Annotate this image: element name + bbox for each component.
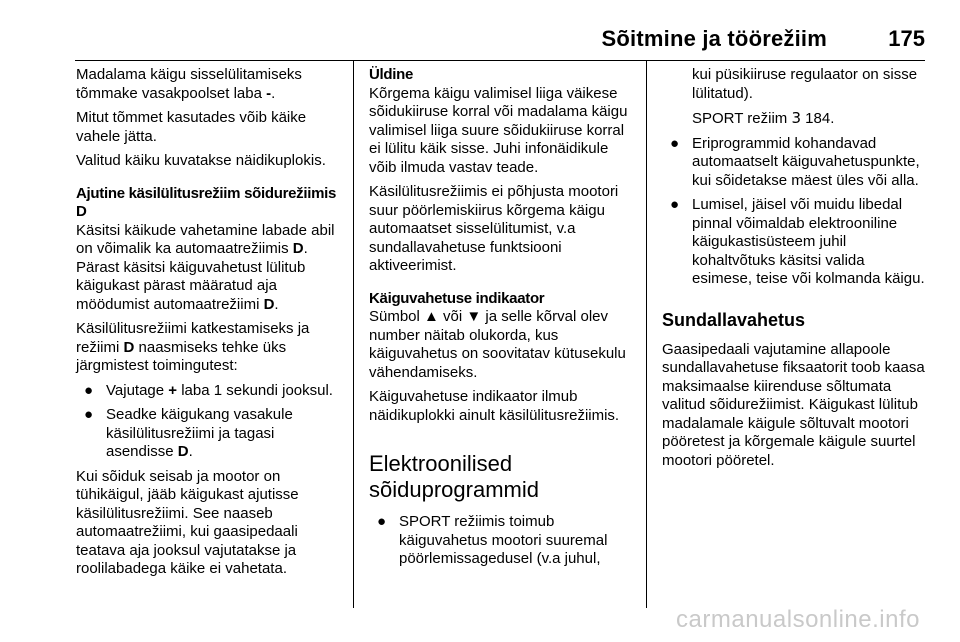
paragraph-shift-symbols: Sümbol ▲ või ▼ ja selle kõrval olev number näitab olukorda, kus käiguvahetus on soovitatav kütusekulu vähendamiseks. xyxy=(369,308,626,381)
minus-symbol: - xyxy=(266,84,272,102)
bullet-icon: ● xyxy=(377,513,387,530)
page-header xyxy=(75,10,925,61)
heading-general: Üldine xyxy=(369,66,414,83)
list-item: ● SPORT režiimis toimub käiguvahetus mootori suuremal pöörlemissagedusel (v.a juhul, xyxy=(377,513,608,567)
list-item: ● Lumisel, jäisel või muidu libedal pinnal võimaldab elektrooniline käigukastisüsteem juhil kohaltvõtuks käsitsi valida esimese, teise või kolmanda käigu. xyxy=(670,196,925,287)
column-divider-2 xyxy=(646,60,647,608)
list-item-reference: SPORT režiim 3 184. xyxy=(692,109,835,127)
bullet-icon: ● xyxy=(84,406,94,423)
paragraph-manual-in-d: Käsitsi käikude vahetamine labade abil on võimalik ka automaatrežiimis D. Pärast käsitsi käiguvahetust lülitub käigukast pärast määratud aja möödumist automaatrežiimi D. xyxy=(76,221,335,313)
column-divider-1 xyxy=(353,60,354,608)
paragraph-no-auto-upshift: Käsilülitusrežiimis ei põhjusta mootori suur pöörlemiskiirus kõrgema käigu automaatset sisselülitumist, v.a sundallavahetuse funktsiooni aktiveerimist. xyxy=(369,183,619,274)
section-title-electronic-programs: Elektroonilised sõiduprogrammid xyxy=(369,451,539,502)
paragraph-indicator-manual: Käiguvahetuse indikaator ilmub näidikuplokki ainult käsilülitusrežiimis. xyxy=(369,388,620,424)
bullet-icon: ● xyxy=(670,134,680,152)
column-3 xyxy=(662,66,926,476)
arrow-down-icon: ▼ xyxy=(466,308,482,325)
paragraph-exit-manual: Käsilülitusrežiimi katkestamiseks ja režiimi D naasmiseks tehke üks järgmistest toimingutest: xyxy=(76,320,310,374)
paragraph-gear-limits: Kõrgema käigu valimisel liiga väikese sõidukiiruse korral või madalama käigu valimisel liiga suure sõidukiiruse korral ei lülitu käik sisse. Juhi infonäidikule võib ilmuda vastav teade. xyxy=(369,84,628,176)
paragraph-kickdown: Gaasipedaali vajutamine allapoole sundallavahetuse fiksaatorit toob kaasa maksimaalse kiirenduse sõltumata valitud sõidurežiimist. Käigukast lülitub madalamale käigule sõltuvalt mootori pööretest ja kõrgemale käigule suurtel mootori pööretel. xyxy=(662,340,925,469)
list-item-continued: kui püsikiiruse regulaator on sisse lülitatud). xyxy=(692,66,918,102)
paragraph-downshift: Madalama käigu sisselülitamiseks tõmmake vasakpoolset laba -. xyxy=(76,66,302,102)
paragraph-gear-display: Valitud käiku kuvatakse näidikuplokis. xyxy=(76,152,326,169)
heading-temporary-manual: Ajutine käsilülitusrežiim sõidurežiimis D xyxy=(76,184,337,220)
heading-shift-indicator: Käiguvahetuse indikaator xyxy=(369,289,545,307)
section-title-kickdown: Sundallavahetus xyxy=(662,309,806,330)
list-item: ● Seadke käigukang vasakule käsilülitusrežiimi ja tagasi asendisse D. xyxy=(84,406,293,460)
chapter-title: Sõitmine ja töörežiim xyxy=(601,26,827,51)
column-1 xyxy=(76,66,340,585)
list-item: ● Eriprogrammid kohandavad automaatselt käiguvahetuspunkte, kui sõidetakse mäest üles või alla. xyxy=(670,134,920,189)
list-item: ● Vajutage + laba 1 sekundi jooksul. xyxy=(84,381,333,399)
column-2 xyxy=(369,66,633,575)
paragraph-skip-gears: Mitut tõmmet kasutades võib käike vahele jätta. xyxy=(76,109,307,145)
bullet-icon: ● xyxy=(84,381,94,399)
paragraph-idle-behavior: Kui sõiduk seisab ja mootor on tühikäigul, jääb käigukast ajutisse käsilülitusrežiimi. See naaseb automaatrežiimi, kui gaasipedaali teatava aja jooksul vajutatakse ja roolilabadega käike ei vahetata. xyxy=(76,467,299,577)
arrow-up-icon: ▲ xyxy=(424,308,439,325)
page-number: 175 xyxy=(888,26,925,51)
page-reference-icon: 3 xyxy=(791,109,802,127)
watermark: carmanualsonline.info xyxy=(676,606,920,633)
bullet-icon: ● xyxy=(670,196,680,213)
